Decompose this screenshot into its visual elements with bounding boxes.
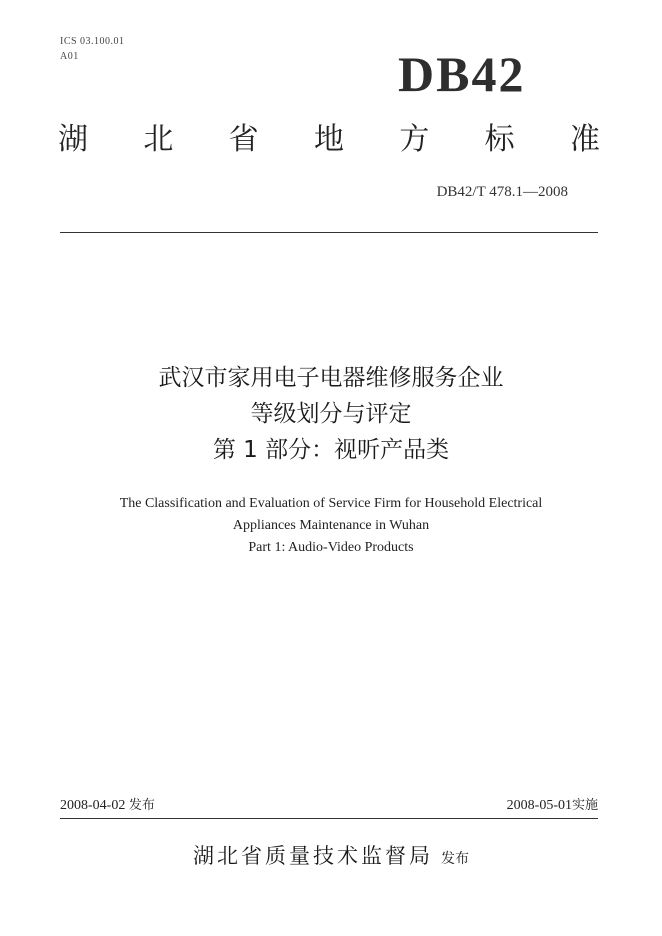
- standard-type-title: [58, 120, 600, 160]
- issue-date: [60, 797, 155, 815]
- title-char: 准: [569, 122, 600, 157]
- implementation-label: 实施: [571, 798, 598, 813]
- chinese-title-line-1: 武汉市家用电子电器维修服务企业: [158, 365, 504, 391]
- standard-number: DB42/T 478.1—2008: [436, 184, 568, 200]
- english-title-line-3: Part 1: Audio-Video Products: [248, 540, 414, 555]
- title-char: 北: [143, 122, 174, 157]
- chinese-title: [60, 360, 602, 468]
- db42-logo: DB42: [398, 46, 526, 102]
- title-char: 湖: [58, 122, 88, 157]
- title-char: 方: [399, 122, 430, 157]
- bottom-divider: [60, 818, 598, 819]
- title-char: 标: [484, 122, 515, 157]
- chinese-title-line-2: 等级划分与评定: [250, 401, 412, 427]
- publisher-organization: 湖北省质量技术监督局: [193, 844, 433, 868]
- implementation-date: [507, 797, 598, 815]
- ics-code: ICS 03.100.01: [60, 36, 125, 47]
- issue-label: 发布: [128, 798, 155, 813]
- title-char: 地: [313, 122, 344, 157]
- top-divider: [60, 232, 598, 233]
- title-char: 省: [228, 122, 259, 157]
- classification-code: A01: [60, 51, 79, 62]
- publisher: [60, 840, 602, 870]
- english-title-line-2: Appliances Maintenance in Wuhan: [232, 518, 430, 533]
- header-codes: [60, 34, 125, 64]
- english-title-line-1: The Classification and Evaluation of Service Firm for Household Electrical: [119, 496, 543, 511]
- english-title: [60, 493, 602, 559]
- chinese-title-line-3: 第 1 部分：视听产品类: [212, 437, 450, 463]
- issue-date-value: 2008-04-02: [60, 798, 126, 813]
- implementation-date-value: 2008-05-01: [506, 798, 572, 813]
- publisher-action: 发布: [441, 851, 469, 867]
